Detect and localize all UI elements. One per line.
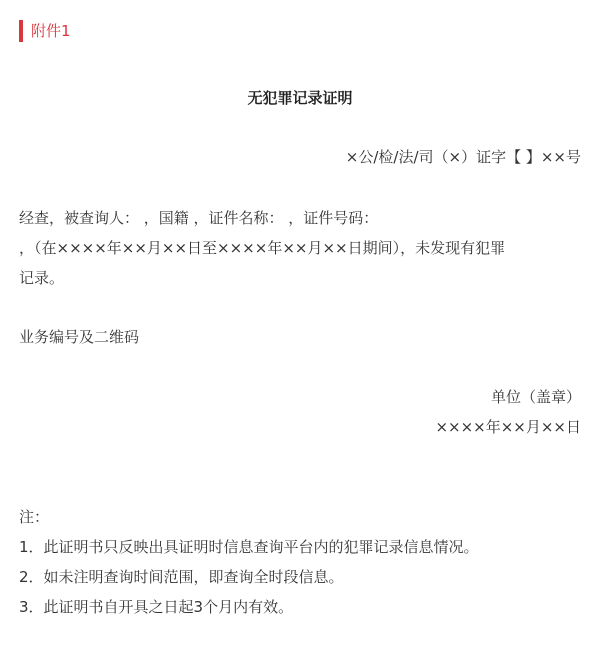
note-item-2: 2．如未注明查询时间范围，即查询全时段信息。 [19, 568, 344, 586]
body-line-1: 经查，被查询人： ，国籍 ，证件名称： ，证件号码： [19, 209, 379, 227]
note-item-3: 3．此证明书自开具之日起3个月内有效。 [19, 598, 294, 616]
annex-label: 附件1 [19, 20, 71, 42]
document-title: 无犯罪记录证明 [247, 89, 353, 107]
certificate-number: ×公/检/法/司（×）证字【 】××号 [345, 148, 581, 166]
issue-date: ××××年××月××日 [435, 418, 581, 436]
issuer-seal: 单位（盖章） [490, 388, 581, 406]
business-number-qr-label: 业务编号及二维码 [19, 328, 140, 346]
body-line-2: ，（在××××年××月××日至××××年××月××日期间），未发现有犯罪 [19, 239, 506, 257]
note-item-1: 1．此证明书只反映出具证明时信息查询平台内的犯罪记录信息情况。 [19, 538, 479, 556]
body-line-3: 记录。 [19, 269, 65, 287]
notes-heading: 注： [19, 508, 50, 526]
